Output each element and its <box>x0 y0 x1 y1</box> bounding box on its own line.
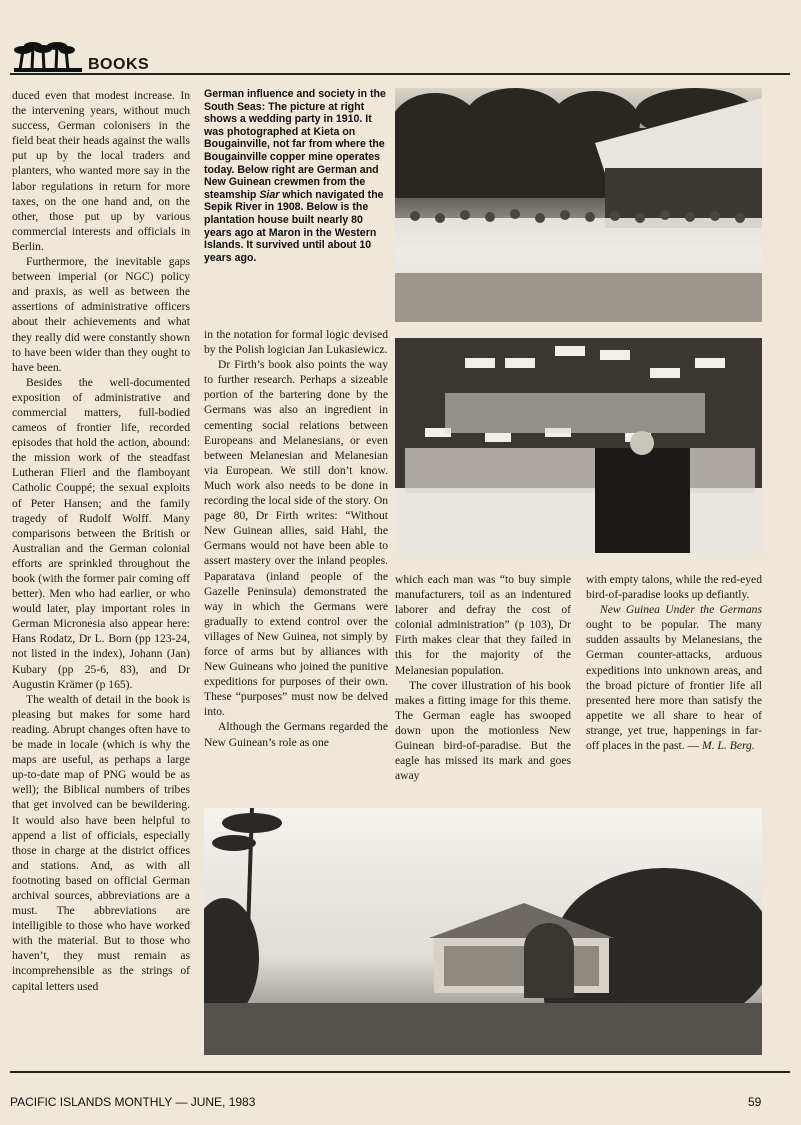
section-title: BOOKS <box>88 56 150 73</box>
paragraph: The cover illustration of his book makes a fitting image for this theme. The German eagle has swooped down upon the motionless New Guinean bird-of-paradise. But the eagle has missed its mark and goes away <box>395 678 571 783</box>
paragraph: Furthermore, the inevitable gaps between imperial (or NGC) policy and praxis, as well as between the assertions of administrative officers about their achievements and what they really did were constantly shown to have been wider than they ought to have been. <box>12 255 190 374</box>
paragraph: Dr Firth’s book also points the way to further research. Perhaps a sizeable portion of the bartering done by the Germans was also an ingredient in cementing social relations between Europeans and Melanesians, or even between Melanesian and Melanesian via European. We still don’t know. Much work also needs to be done in recording the local side of the story. On page 80, Dr Firth writes: “Without New Guinean allies, said Hahl, the Germans would not have been able to assert mastery over the inland peoples. Paparatava (inland people of the Gazelle Peninsula) demonstrated the way in which the Germans were gradually to extend control over the villages of New Guinea, not simply by force of arms but by alliances with New Guineans who joined the punitive expeditions for purposes of their own. These “purposes” must now be delved into. <box>204 358 388 719</box>
paragraph: with empty talons, while the red-eyed bird-of-paradise looks up defiantly. <box>586 573 762 602</box>
wedding-party-photo <box>395 88 762 322</box>
review-column-3 <box>395 572 571 783</box>
paragraph: in the notation for formal logic devised by the Polish logician Jan Lukasiewicz. <box>204 328 388 357</box>
paragraph-text: ought to be popular. The many sudden assaults by Melanesians, the German counter-attacks, arduous expeditions into unknown areas, and the broad picture of frontier life all presented here more than satisfy the appetite we all share to hear of strange, yet true, happenings in far-off places in the past. — <box>586 618 762 753</box>
books-logo <box>14 40 84 72</box>
plantation-house-photo <box>204 808 762 1055</box>
paragraph: The wealth of detail in the book is pleasing but makes for some hard reading. Abrupt changes often have to be made in locale (which is why the maps are useful, as perhaps a large up-to-date map of PNG would be as well); the Biblical numbers of tribes that get involved can be bewildering. It would also have been helpful to append a list of officials, especially those in charge at the district offices and stations. And, as with all footnoting based on official German archival sources, abbreviations are a must. The abbreviations are intelligible to those who have worked with the material. But to those who haven’t, they must remain as incomprehensible as the strings of capital letters used <box>12 692 190 993</box>
review-column-2 <box>204 327 388 750</box>
header-rule <box>10 73 790 75</box>
page-number: 59 <box>748 1095 762 1109</box>
caption-text-1: German influence and society in the South Seas: The picture at right shows a wedding party in 1910. It was photographed at Kieta on Bougainville, not far from where the Bougainville copper mine operates today. Below right are German and New Guinean crewmen from the steamship <box>204 88 386 201</box>
crewmen-photo <box>395 338 762 553</box>
paragraph: duced even that modest increase. In the intervening years, without much success, German colonisers in the field beat their heads against the walls put up by the local traders and planters, who wanted more say in the labor regulations in return for more taxes, on the one hand and, on the other, those put up by various commercial interests and officials in Berlin. <box>12 89 190 253</box>
paragraph: which each man was “to buy simple manufacturers, toil as an indentured laborer and defray the cost of colonial administration” (p 103), Dr Firth makes clear that they failed in this for the majority of the Melanesian population. <box>395 573 571 677</box>
review-column-4 <box>586 572 762 753</box>
book-title: New Guinea Under the Germans <box>600 603 762 617</box>
paragraph: Although the Germans regarded the New Guinean’s role as one <box>204 720 388 749</box>
paragraph: Besides the well-documented exposition of administrative and commercial matters, full-bodied cameos of frontier life, recorded episodes that hold the action, abound: the mission work of the steadfast Lutheran Flierl and the flamboyant Catholic Couppé; the sexual exploits of Peter Hansen; and the family tragedy of Rudolf Wolff. Many comparisons between the British or Australian and the German colonial efforts are sprinkled throughout the book (with the former pair coming off better). Men who had earlier, or who would later, play important roles in German Micronesia also appear here: Hans Rodatz, Dr L. Born (pp 123-24, not listed in the index), Johann (Jan) Kubary (pp 25-6, 83), and Dr Augustin Krämer (p 165). <box>12 375 190 691</box>
photo-caption <box>204 88 388 264</box>
reviewer-signature: M. L. Berg. <box>702 739 755 753</box>
paragraph <box>586 602 762 753</box>
footer-rule <box>10 1071 790 1073</box>
caption-text-2: which navigated the Sepik River in 1908. Below is the plantation house built nearly 80 years ago at Maron in the Western Islands. It survived until about 10 years ago. <box>204 188 384 264</box>
publication-footer: PACIFIC ISLANDS MONTHLY — JUNE, 1983 <box>10 1095 256 1109</box>
review-column-1 <box>12 88 190 994</box>
caption-ship-name: Siar <box>259 188 280 201</box>
